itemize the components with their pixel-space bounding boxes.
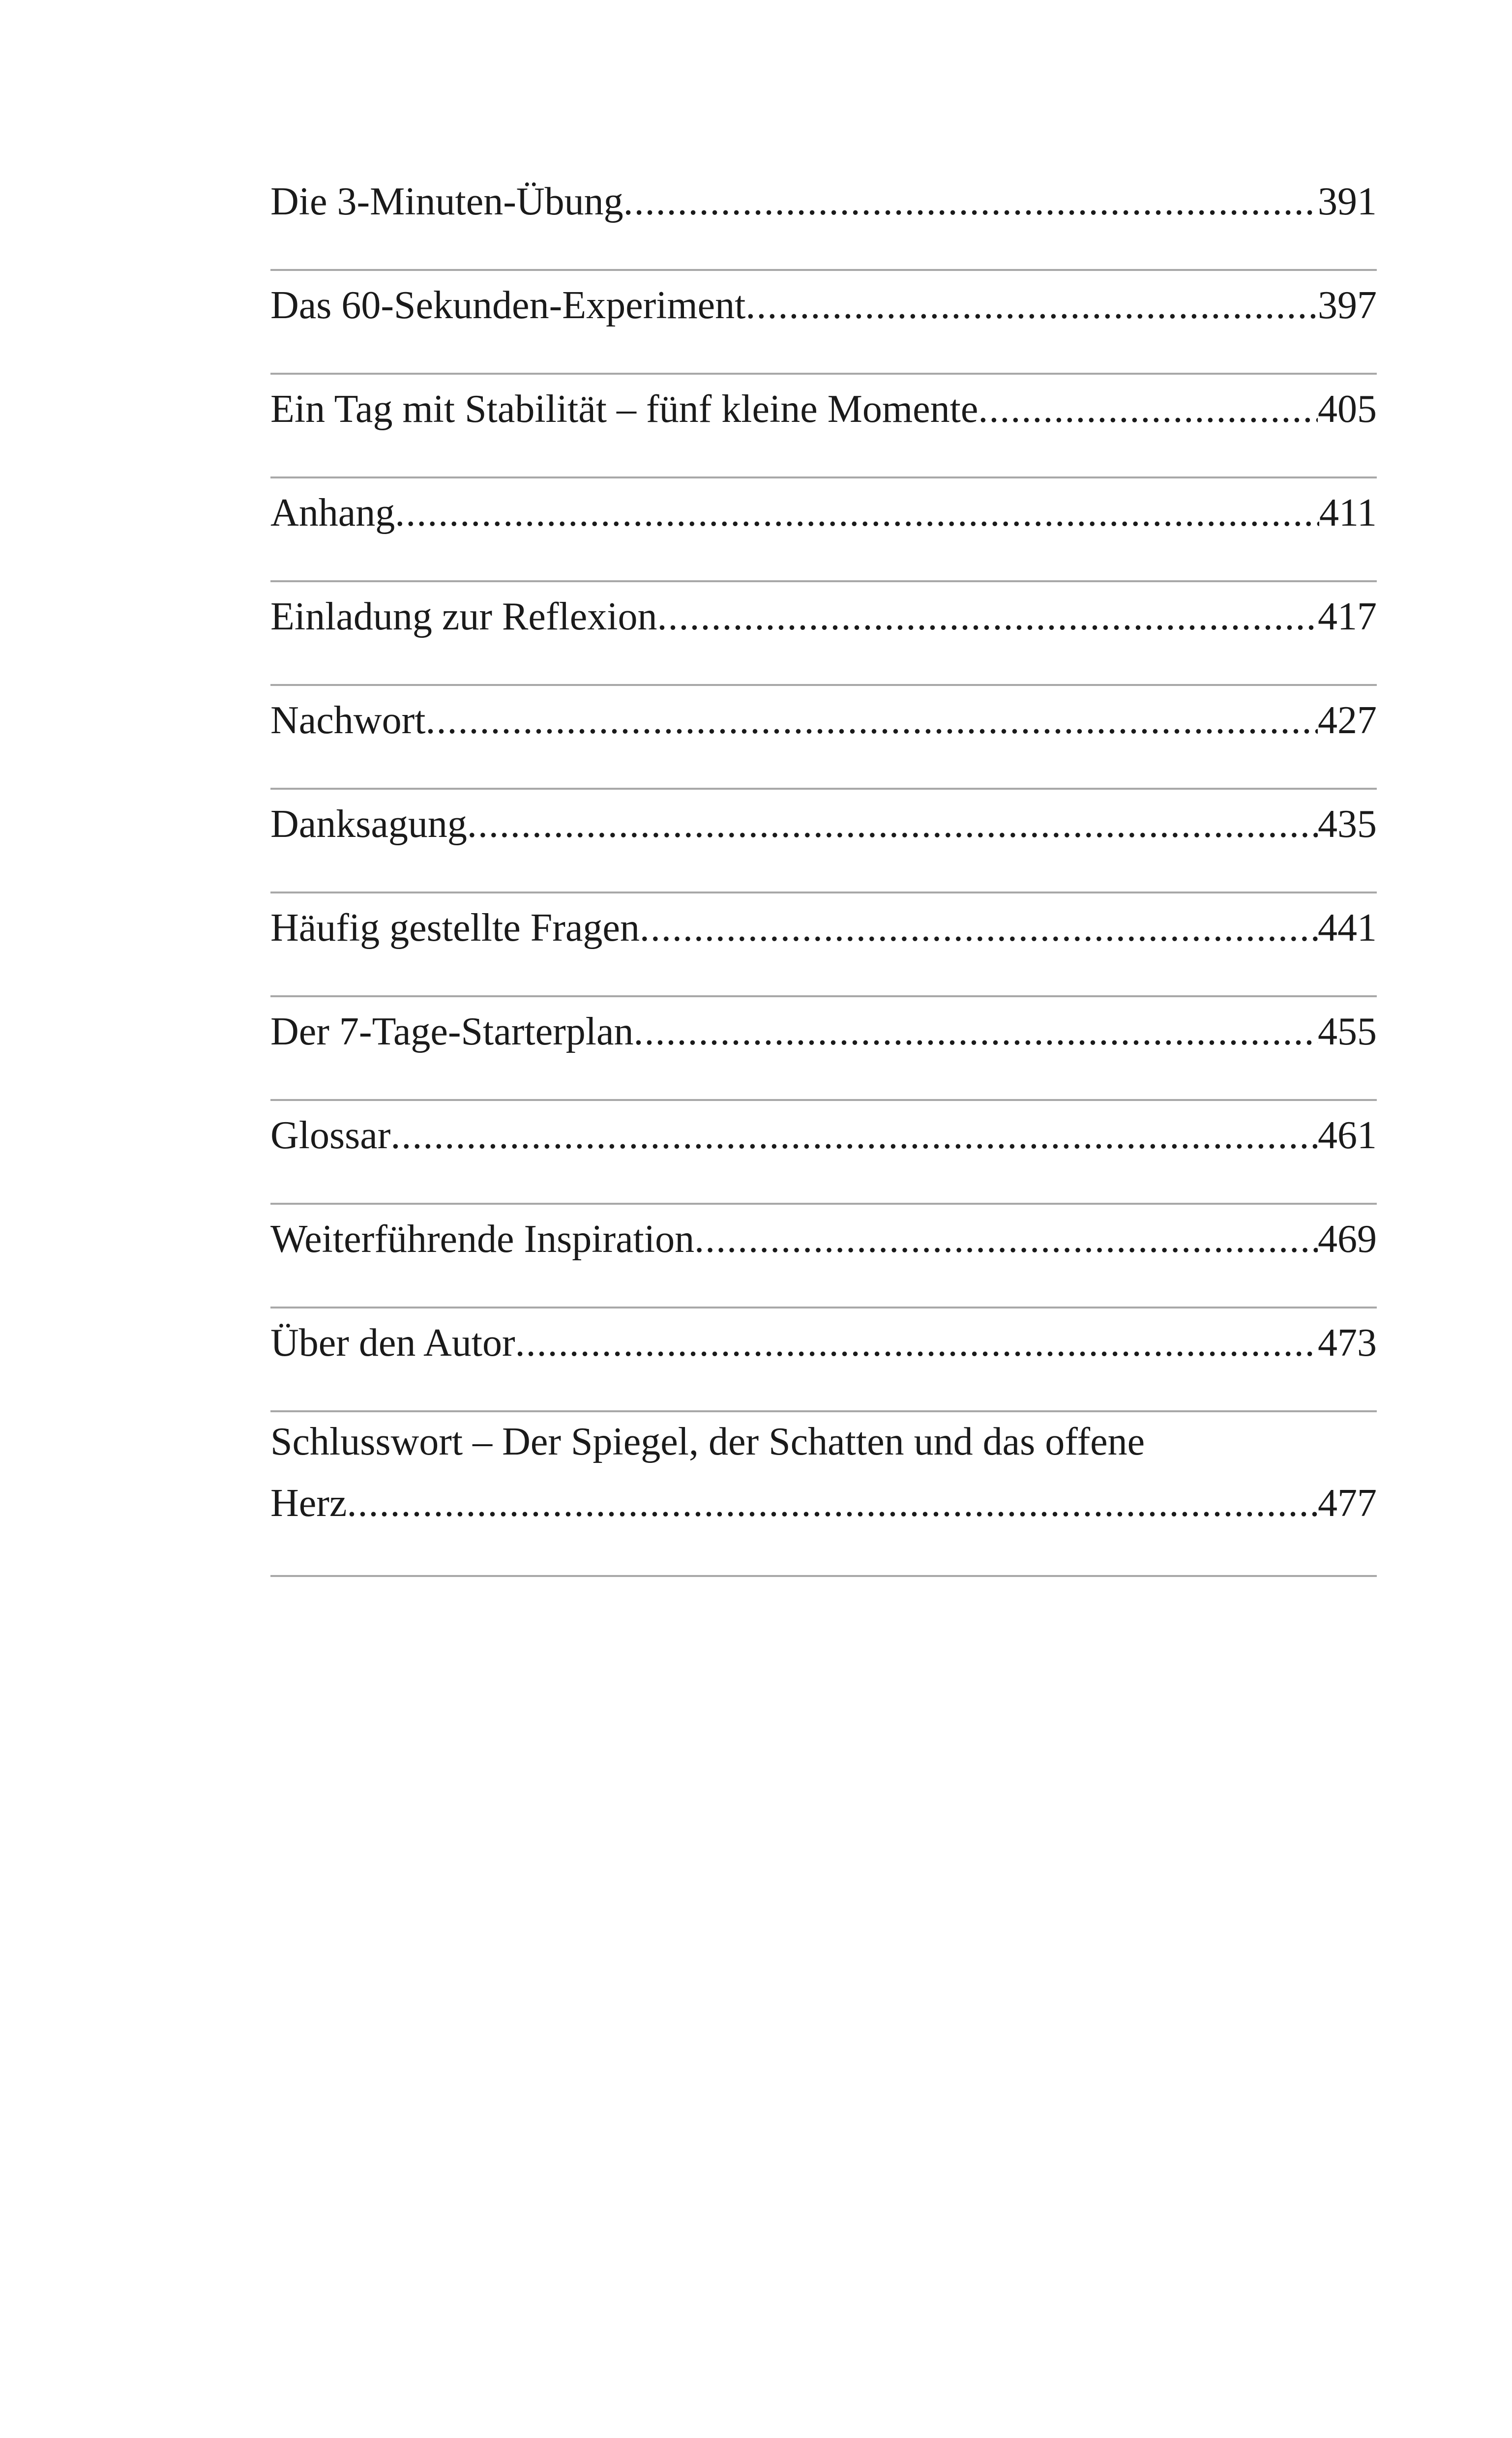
toc-entry-title: Nachwort bbox=[270, 699, 426, 742]
table-of-contents bbox=[270, 167, 1377, 1577]
toc-entry[interactable] bbox=[270, 582, 1377, 686]
toc-entry-page-number: 397 bbox=[1318, 284, 1377, 327]
dot-leader bbox=[633, 1012, 1318, 1051]
toc-entry-page-number: 441 bbox=[1318, 906, 1377, 950]
toc-entry-title: Glossar bbox=[270, 1114, 391, 1157]
toc-entry-page-number: 435 bbox=[1318, 803, 1377, 846]
toc-entry[interactable] bbox=[270, 997, 1377, 1101]
dot-leader bbox=[390, 1116, 1318, 1155]
toc-entry-title-line-2: Herz bbox=[270, 1482, 347, 1525]
dot-leader bbox=[395, 493, 1319, 533]
toc-entry[interactable] bbox=[270, 375, 1377, 478]
toc-entry-page-number: 473 bbox=[1318, 1321, 1377, 1365]
toc-entry-title: Das 60-Sekunden-Experiment bbox=[270, 284, 746, 327]
toc-entry[interactable] bbox=[270, 1308, 1377, 1412]
dot-leader bbox=[467, 804, 1318, 844]
toc-entry[interactable] bbox=[270, 1205, 1377, 1308]
toc-entry-page-number: 405 bbox=[1318, 387, 1377, 431]
toc-entry-page-number: 469 bbox=[1318, 1218, 1377, 1261]
dot-leader bbox=[694, 1219, 1318, 1259]
toc-entry-page-number: 417 bbox=[1318, 595, 1377, 638]
toc-entry[interactable] bbox=[270, 271, 1377, 375]
dot-leader bbox=[978, 389, 1318, 429]
toc-entry[interactable] bbox=[270, 167, 1377, 271]
toc-entry-title: Weiterführende Inspiration bbox=[270, 1218, 695, 1261]
dot-leader bbox=[623, 182, 1318, 221]
dot-leader bbox=[425, 701, 1318, 740]
toc-entry-page-number: 427 bbox=[1318, 699, 1377, 742]
toc-entry[interactable] bbox=[270, 790, 1377, 893]
toc-entry-page-number: 477 bbox=[1318, 1482, 1377, 1525]
toc-entry-title: Ein Tag mit Stabilität – fünf kleine Momente bbox=[270, 387, 978, 431]
dot-leader bbox=[640, 908, 1318, 948]
toc-entry[interactable] bbox=[270, 478, 1377, 582]
dot-leader bbox=[657, 597, 1318, 636]
toc-entry-title: Häufig gestellte Fragen bbox=[270, 906, 640, 950]
toc-entry-title: Die 3-Minuten-Übung bbox=[270, 180, 623, 223]
toc-entry[interactable] bbox=[270, 893, 1377, 997]
dot-leader bbox=[347, 1484, 1318, 1523]
toc-entry-title: Danksagung bbox=[270, 803, 467, 846]
toc-entry-title: Über den Autor bbox=[270, 1321, 515, 1365]
dot-leader bbox=[515, 1323, 1318, 1363]
toc-entry[interactable] bbox=[270, 1101, 1377, 1205]
toc-entry-title: Anhang bbox=[270, 491, 395, 535]
toc-entry-title-line-1: Schlusswort – Der Spiegel, der Schatten und das offene bbox=[270, 1420, 1145, 1463]
toc-entry[interactable] bbox=[270, 1412, 1377, 1577]
toc-entry-page-number: 391 bbox=[1318, 180, 1377, 223]
toc-entry-page-number: 411 bbox=[1319, 491, 1377, 535]
toc-entry-page-number: 455 bbox=[1318, 1010, 1377, 1053]
toc-entry-title: Einladung zur Reflexion bbox=[270, 595, 657, 638]
dot-leader bbox=[745, 286, 1318, 325]
toc-entry-title: Der 7-Tage-Starterplan bbox=[270, 1010, 634, 1053]
toc-entry[interactable] bbox=[270, 686, 1377, 790]
toc-entry-page-number: 461 bbox=[1318, 1114, 1377, 1157]
